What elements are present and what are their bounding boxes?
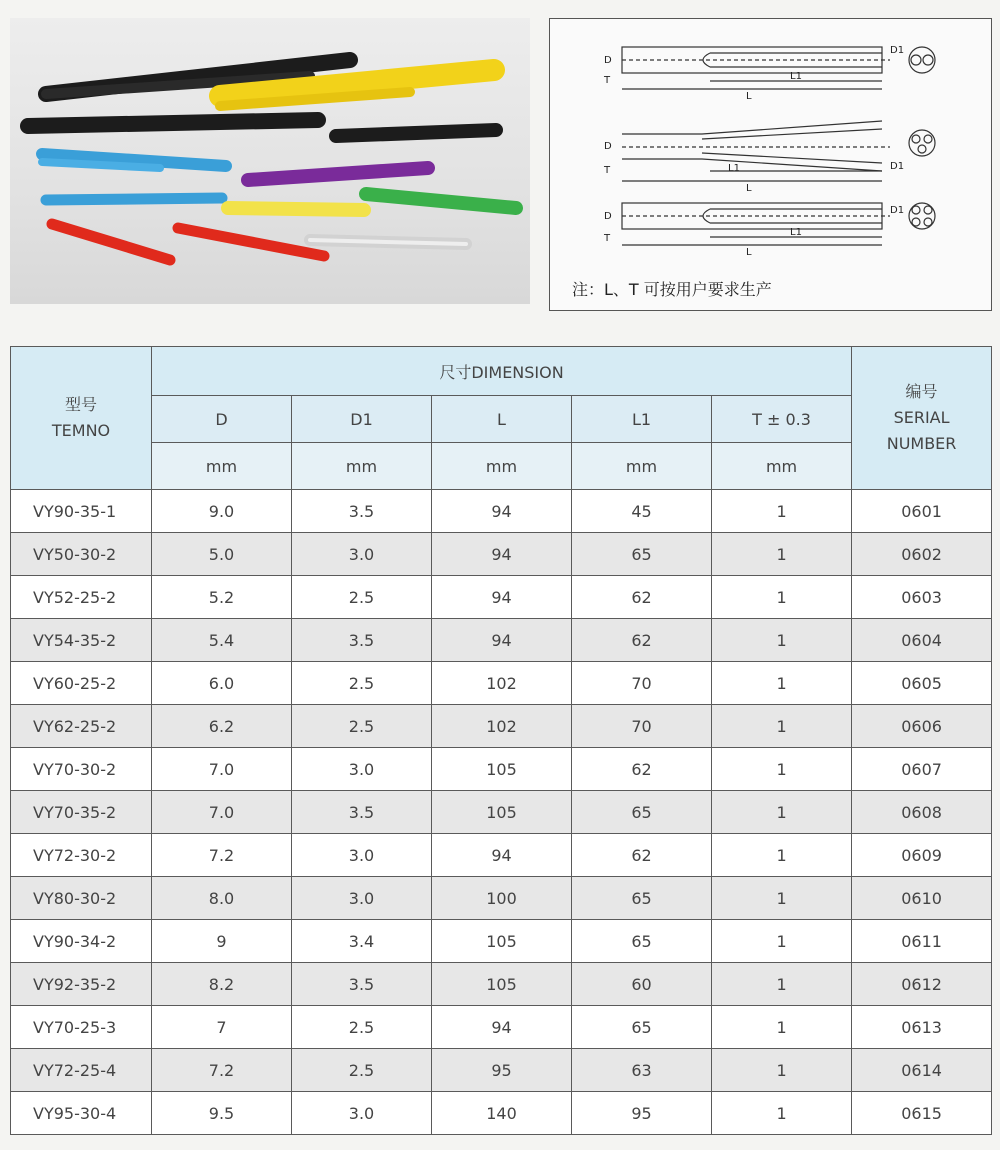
unit-d1: mm [292, 443, 432, 490]
cell-d: 8.2 [152, 963, 292, 1006]
cell-model: VY60-25-2 [11, 662, 152, 705]
cell-t: 1 [712, 791, 852, 834]
cell-d1: 2.5 [292, 1006, 432, 1049]
cell-l: 94 [432, 576, 572, 619]
col-header-d1: D1 [292, 396, 432, 443]
cell-l1: 65 [572, 877, 712, 920]
cell-t: 1 [712, 920, 852, 963]
cell-d1: 3.0 [292, 877, 432, 920]
cell-t: 1 [712, 963, 852, 1006]
label-l1-2: L1 [728, 163, 740, 174]
label-t-3: T [604, 233, 611, 244]
cell-l: 94 [432, 533, 572, 576]
table-row [11, 748, 992, 791]
cell-model: VY72-25-4 [11, 1049, 152, 1092]
cell-serial: 0608 [852, 791, 992, 834]
table-row [11, 619, 992, 662]
cell-l1: 70 [572, 705, 712, 748]
cell-model: VY70-30-2 [11, 748, 152, 791]
unit-l: mm [432, 443, 572, 490]
cell-d: 7.2 [152, 1049, 292, 1092]
cell-serial: 0609 [852, 834, 992, 877]
cell-l: 95 [432, 1049, 572, 1092]
cell-d1: 3.4 [292, 920, 432, 963]
table-row [11, 1049, 992, 1092]
serial-header [852, 347, 992, 490]
cell-model: VY70-25-3 [11, 1006, 152, 1049]
product-photo-image [10, 18, 530, 304]
dimension-drawing [550, 19, 993, 269]
label-d-2: D [604, 141, 612, 152]
label-l-1: L [746, 91, 752, 102]
cell-serial: 0610 [852, 877, 992, 920]
cell-serial: 0614 [852, 1049, 992, 1092]
cell-t: 1 [712, 1092, 852, 1135]
product-photo [10, 18, 530, 304]
table-row [11, 963, 992, 1006]
cell-serial: 0603 [852, 576, 992, 619]
cell-l1: 62 [572, 748, 712, 791]
cell-l1: 60 [572, 963, 712, 1006]
label-d1-3: D1 [890, 205, 905, 216]
label-d1-1: D1 [890, 45, 905, 56]
cell-l1: 65 [572, 920, 712, 963]
cell-d: 7.0 [152, 748, 292, 791]
cell-d1: 2.5 [292, 662, 432, 705]
cell-serial: 0604 [852, 619, 992, 662]
cell-t: 1 [712, 662, 852, 705]
specification-table [10, 346, 992, 1135]
cell-l: 105 [432, 963, 572, 1006]
cell-l1: 63 [572, 1049, 712, 1092]
cell-l: 100 [432, 877, 572, 920]
serial-header-en1: SERIAL [893, 408, 950, 427]
cell-t: 1 [712, 834, 852, 877]
cell-d: 5.0 [152, 533, 292, 576]
cell-d: 6.2 [152, 705, 292, 748]
cell-l1: 62 [572, 619, 712, 662]
table-row [11, 533, 992, 576]
cell-d1: 3.0 [292, 533, 432, 576]
cell-l1: 95 [572, 1092, 712, 1135]
cell-serial: 0613 [852, 1006, 992, 1049]
label-l-2: L [746, 183, 752, 194]
cell-l1: 70 [572, 662, 712, 705]
cell-d1: 3.0 [292, 834, 432, 877]
table-row [11, 1006, 992, 1049]
model-header-cn: 型号 [64, 395, 97, 414]
cell-d1: 3.5 [292, 619, 432, 662]
cell-l1: 45 [572, 490, 712, 533]
cell-serial: 0605 [852, 662, 992, 705]
cell-d: 9.0 [152, 490, 292, 533]
serial-header-en2: NUMBER [886, 434, 957, 453]
cell-d1: 2.5 [292, 576, 432, 619]
technical-diagram [549, 18, 992, 311]
cell-d1: 2.5 [292, 1049, 432, 1092]
model-header-en: TEMNO [51, 421, 111, 440]
cell-d1: 3.5 [292, 791, 432, 834]
cell-d: 7.0 [152, 791, 292, 834]
col-header-l1: L1 [572, 396, 712, 443]
col-header-t: T ± 0.3 [712, 396, 852, 443]
label-d-1: D [604, 55, 612, 66]
cell-model: VY54-35-2 [11, 619, 152, 662]
cell-model: VY95-30-4 [11, 1092, 152, 1135]
label-l1-3: L1 [790, 227, 802, 238]
cell-l: 102 [432, 705, 572, 748]
label-d-3: D [604, 211, 612, 222]
production-note: 注：L、T 可按用户要求生产 [572, 280, 772, 299]
cell-l: 102 [432, 662, 572, 705]
cell-t: 1 [712, 748, 852, 791]
cell-d: 7 [152, 1006, 292, 1049]
cell-d1: 2.5 [292, 705, 432, 748]
cell-serial: 0601 [852, 490, 992, 533]
unit-l1: mm [572, 443, 712, 490]
cell-t: 1 [712, 533, 852, 576]
cell-l: 105 [432, 791, 572, 834]
table-row [11, 834, 992, 877]
dimension-header: 尺寸DIMENSION [152, 347, 852, 396]
cell-serial: 0612 [852, 963, 992, 1006]
cell-d: 9 [152, 920, 292, 963]
table-row [11, 705, 992, 748]
label-d1-2: D1 [890, 161, 905, 172]
cell-model: VY80-30-2 [11, 877, 152, 920]
cell-l1: 65 [572, 533, 712, 576]
model-header [11, 347, 152, 490]
label-l1-1: L1 [790, 71, 802, 82]
label-t-2: T [604, 165, 611, 176]
cell-model: VY90-35-1 [11, 490, 152, 533]
cell-l1: 62 [572, 834, 712, 877]
cell-d1: 3.0 [292, 1092, 432, 1135]
label-t-1: T [604, 75, 611, 86]
cell-t: 1 [712, 490, 852, 533]
cell-serial: 0602 [852, 533, 992, 576]
cell-model: VY70-35-2 [11, 791, 152, 834]
cell-model: VY90-34-2 [11, 920, 152, 963]
cell-t: 1 [712, 877, 852, 920]
unit-d: mm [152, 443, 292, 490]
cell-model: VY92-35-2 [11, 963, 152, 1006]
table-row [11, 1092, 992, 1135]
table-row [11, 490, 992, 533]
cell-serial: 0606 [852, 705, 992, 748]
cell-serial: 0615 [852, 1092, 992, 1135]
cell-model: VY72-30-2 [11, 834, 152, 877]
cell-serial: 0611 [852, 920, 992, 963]
label-l-3: L [746, 247, 752, 258]
table-row [11, 920, 992, 963]
cell-t: 1 [712, 1006, 852, 1049]
cell-l: 105 [432, 748, 572, 791]
col-header-d: D [152, 396, 292, 443]
cell-l: 94 [432, 619, 572, 662]
cell-t: 1 [712, 1049, 852, 1092]
cell-d1: 3.5 [292, 490, 432, 533]
col-header-l: L [432, 396, 572, 443]
serial-header-cn: 编号 [905, 382, 938, 401]
cell-l1: 65 [572, 1006, 712, 1049]
cell-d1: 3.0 [292, 748, 432, 791]
cell-d1: 3.5 [292, 963, 432, 1006]
cell-t: 1 [712, 619, 852, 662]
cell-serial: 0607 [852, 748, 992, 791]
cell-l: 94 [432, 490, 572, 533]
cell-d: 7.2 [152, 834, 292, 877]
cell-d: 5.2 [152, 576, 292, 619]
cell-d: 9.5 [152, 1092, 292, 1135]
table-row [11, 662, 992, 705]
cell-model: VY50-30-2 [11, 533, 152, 576]
cell-d: 6.0 [152, 662, 292, 705]
cell-t: 1 [712, 576, 852, 619]
table-row [11, 791, 992, 834]
unit-t: mm [712, 443, 852, 490]
cell-l: 94 [432, 1006, 572, 1049]
cell-model: VY52-25-2 [11, 576, 152, 619]
cell-t: 1 [712, 705, 852, 748]
cell-l: 94 [432, 834, 572, 877]
cell-model: VY62-25-2 [11, 705, 152, 748]
cell-d: 5.4 [152, 619, 292, 662]
cell-l1: 62 [572, 576, 712, 619]
cell-l: 105 [432, 920, 572, 963]
table-row [11, 877, 992, 920]
table-row [11, 576, 992, 619]
cell-l: 140 [432, 1092, 572, 1135]
cell-l1: 65 [572, 791, 712, 834]
cell-d: 8.0 [152, 877, 292, 920]
